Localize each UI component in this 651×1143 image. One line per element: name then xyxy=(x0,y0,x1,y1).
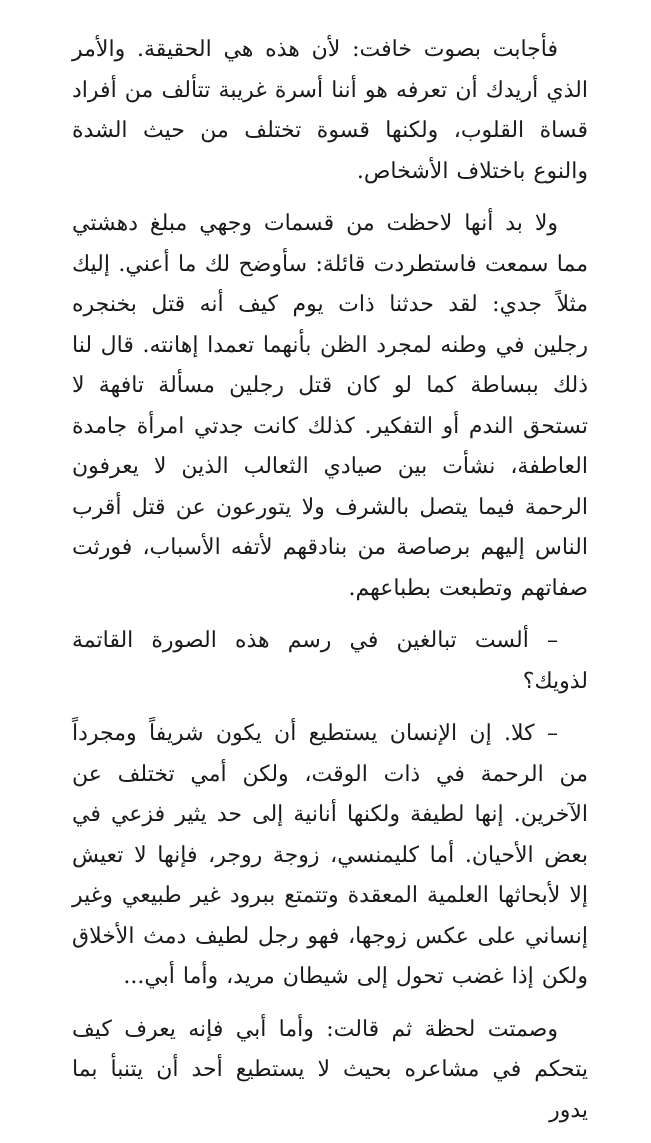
paragraph-1: فأجابت بصوت خافت: لأن هذه هي الحقيقة. والأمر الذي أريدك أن تعرفه هو أننا أسرة غريبة تتألف من أفراد قساة القلوب، ولكنها قسوة تختلف من حيث الشدة والنوع باختلاف الأشخاص. xyxy=(72,37,588,184)
book-page xyxy=(72,30,588,1143)
paragraph-5: وصمتت لحظة ثم قالت: وأما أبي فإنه يعرف كيف يتحكم في مشاعره بحيث لا يستطيع أحد أن يتنبأ بما يدور xyxy=(72,1016,588,1123)
dialogue-line-2: – كلا. إن الإنسان يستطيع أن يكون شريفاً ومجرداً من الرحمة في ذات الوقت، ولكن أمي تختلف عن الآخرين. إنها لطيفة ولكنها أنانية إلى حد يثير فزعي في بعض الأحيان. أما كليمنسي، زوجة روجر، فإنها لا تعيش إلا لأبحاثها العلمية المعقدة وتتمتع ببرود غير طبيعي وغير إنساني على عكس زوجها، فهو رجل لطيف دمث الأخلاق ولكن إذا غضب تحول إلى شيطان مريد، وأما أبي... xyxy=(72,721,588,989)
paragraph-2: ولا بد أنها لاحظت من قسمات وجهي مبلغ دهشتي مما سمعت فاستطردت قائلة: سأوضح لك ما أعني. إليك مثلاً جدي: لقد حدثنا ذات يوم كيف أنه قتل بخنجره رجلين في وطنه لمجرد الظن بأنهما تعمدا إهانته. قال لنا ذلك ببساطة كما لو كان قتل رجلين مسألة تافهة لا تستحق الندم أو التفكير. كذلك كانت جدتي امرأة جامدة العاطفة، نشأت بين صيادي الثعالب الذين لا يعرفون الرحمة فيما يتصل بالشرف ولا يتورعون عن قتل أقرب الناس إليهم برصاصة من بنادقهم لأتفه الأسباب، فورثت صفاتهم وتطبعت بطباعهم. xyxy=(72,211,588,601)
dialogue-line-1: – ألست تبالغين في رسم هذه الصورة القاتمة لذويك؟ xyxy=(72,628,588,694)
